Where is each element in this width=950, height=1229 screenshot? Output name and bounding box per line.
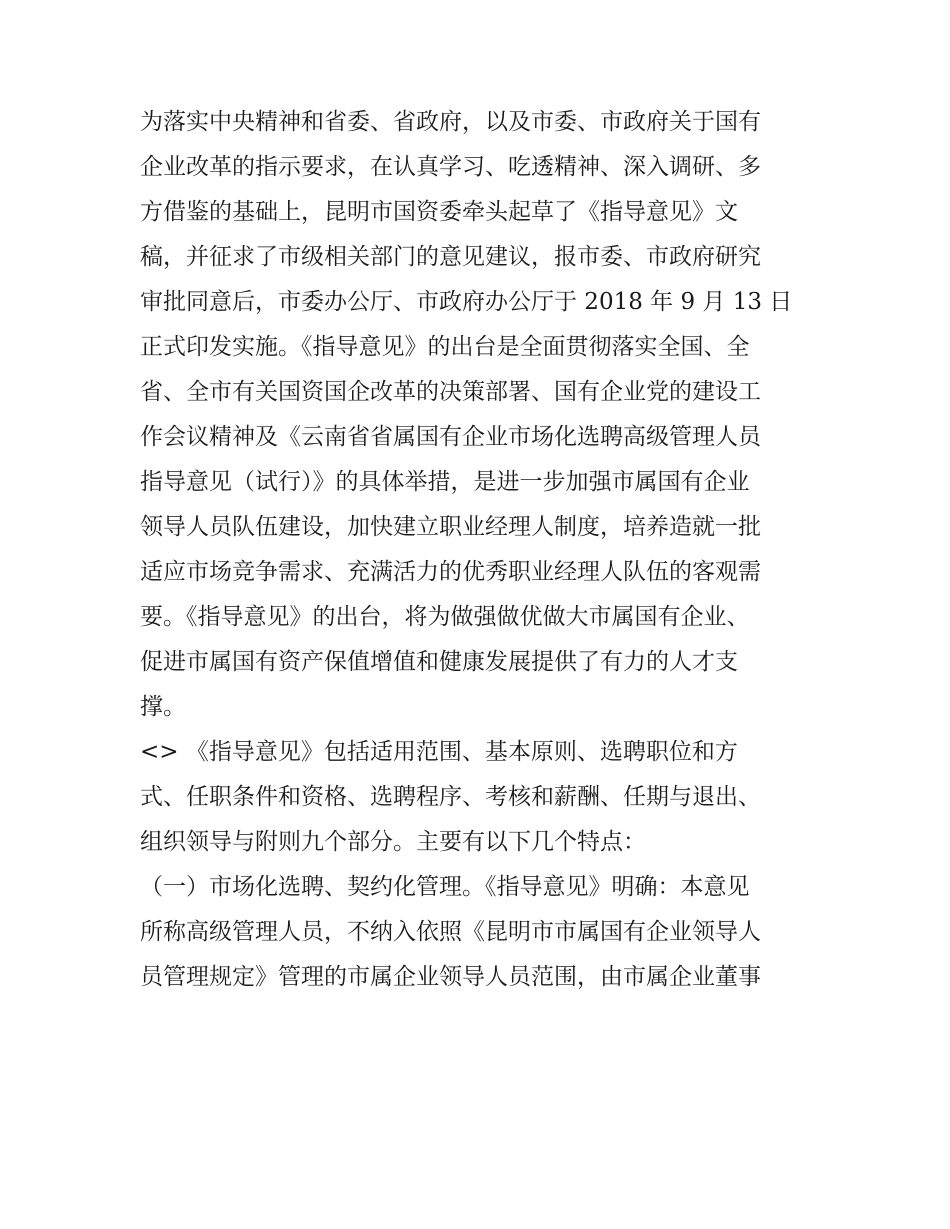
text-line: 组织领导与附则九个部分。主要有以下几个特点： bbox=[140, 829, 646, 855]
text-line: 领导人员队伍建设，加快建立职业经理人制度，培养造就一批 bbox=[140, 514, 761, 540]
text-line: 审批同意后，市委办公厅、市政府办公厅于 2018 年 9 月 13 日 bbox=[140, 289, 793, 315]
text-line: 要。《指导意见》的出台，将为做强做优做大市属国有企业、 bbox=[140, 604, 750, 630]
document-body bbox=[140, 100, 820, 1000]
text-line: 促进市属国有资产保值增值和健康发展提供了有力的人才支 bbox=[140, 649, 738, 675]
text-line: 撑。 bbox=[140, 694, 186, 720]
text-line: 为落实中央精神和省委、省政府，以及市委、市政府关于国有 bbox=[140, 109, 761, 135]
text-line: 所称高级管理人员，不纳入依照《昆明市市属国有企业领导人 bbox=[140, 919, 761, 945]
text-line: 式、任职条件和资格、选聘程序、考核和薪酬、任期与退出、 bbox=[140, 784, 761, 810]
text-line: 正式印发实施。《指导意见》的出台是全面贯彻落实全国、全 bbox=[140, 334, 750, 360]
text-line: <> 《指导意见》包括适用范围、基本原则、选聘职位和方 bbox=[140, 739, 738, 765]
text-line: 适应市场竞争需求、充满活力的优秀职业经理人队伍的客观需 bbox=[140, 559, 761, 585]
text-line: （一）市场化选聘、契约化管理。《指导意见》明确：本意见 bbox=[140, 874, 750, 900]
text-line: 省、全市有关国资国企改革的决策部署、国有企业党的建设工 bbox=[140, 379, 761, 405]
text-line: 方借鉴的基础上，昆明市国资委牵头起草了《指导意见》文 bbox=[140, 199, 738, 225]
text-line: 稿，并征求了市级相关部门的意见建议，报市委、市政府研究 bbox=[140, 244, 761, 270]
text-line: 指导意见（试行）》的具体举措，是进一步加强市属国有企业 bbox=[140, 469, 750, 495]
text-line: 作会议精神及《云南省省属国有企业市场化选聘高级管理人员 bbox=[140, 424, 761, 450]
text-line: 企业改革的指示要求，在认真学习、吃透精神、深入调研、多 bbox=[140, 154, 761, 180]
text-line: 员管理规定》管理的市属企业领导人员范围，由市属企业董事 bbox=[140, 964, 761, 990]
